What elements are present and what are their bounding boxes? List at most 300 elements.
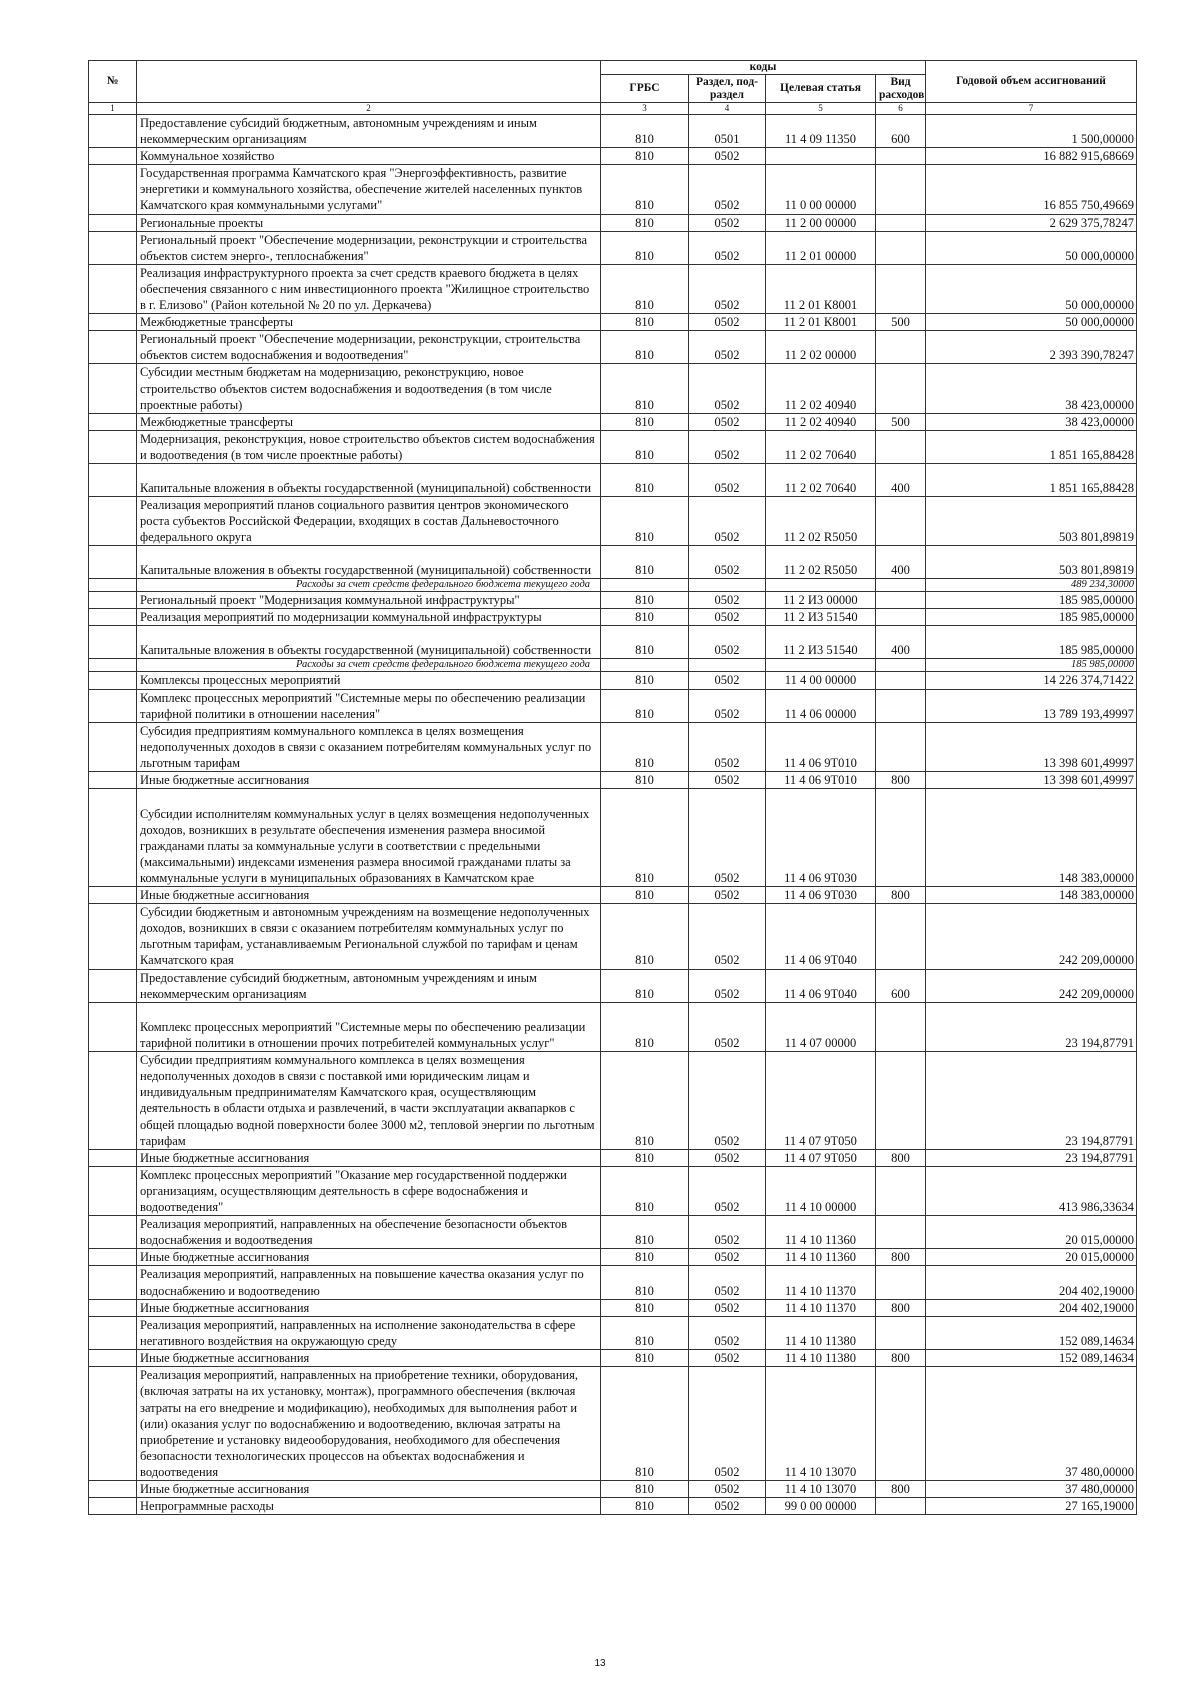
cell-grbs: 810 bbox=[601, 1299, 689, 1316]
column-number: 5 bbox=[766, 103, 876, 115]
cell-name: Комплекс процессных мероприятий "Системные меры по обеспечению реализации тарифной политики в отношении населения" bbox=[137, 689, 601, 722]
table-row bbox=[89, 430, 1137, 463]
cell-amount: 1 500,00000 bbox=[926, 115, 1137, 148]
cell-grbs: 810 bbox=[601, 1316, 689, 1349]
cell-tsel: 99 0 00 00000 bbox=[766, 1498, 876, 1515]
header-volume: Годовой объем ассигнований bbox=[926, 61, 1137, 103]
cell-no bbox=[89, 430, 137, 463]
cell-grbs: 810 bbox=[601, 264, 689, 313]
cell-grbs: 810 bbox=[601, 626, 689, 659]
cell-no bbox=[89, 969, 137, 1002]
header-razdel: Раздел, под-раздел bbox=[689, 75, 766, 103]
table-row bbox=[89, 413, 1137, 430]
cell-tsel: 11 4 10 11370 bbox=[766, 1266, 876, 1299]
cell-name: Непрограммные расходы bbox=[137, 1498, 601, 1515]
cell-no bbox=[89, 496, 137, 545]
cell-amount: 13 398 601,49997 bbox=[926, 772, 1137, 789]
cell-tsel: 11 4 07 9Т050 bbox=[766, 1149, 876, 1166]
cell-tsel: 11 2 00 00000 bbox=[766, 214, 876, 231]
table-row bbox=[89, 722, 1137, 771]
cell-tsel: 11 4 06 9Т040 bbox=[766, 969, 876, 1002]
cell-grbs: 810 bbox=[601, 1166, 689, 1215]
cell-name: Капитальные вложения в объекты государственной (муниципальной) собственности bbox=[137, 463, 601, 496]
cell-name: Субсидии местным бюджетам на модернизацию, реконструкцию, новое строительство объектов систем водоснабжения и водоотведения (в том числе проектные работы) bbox=[137, 364, 601, 413]
cell-tsel: 11 2 02 40940 bbox=[766, 413, 876, 430]
cell-name: Иные бюджетные ассигнования bbox=[137, 1249, 601, 1266]
cell-tsel: 11 2 И3 51540 bbox=[766, 609, 876, 626]
cell-amount: 1 851 165,88428 bbox=[926, 463, 1137, 496]
cell-vid bbox=[876, 165, 926, 214]
cell-amount: 148 383,00000 bbox=[926, 789, 1137, 887]
cell-vid bbox=[876, 1002, 926, 1051]
cell-no bbox=[89, 1149, 137, 1166]
cell-amount: 204 402,19000 bbox=[926, 1266, 1137, 1299]
cell-no bbox=[89, 772, 137, 789]
header-codes: коды bbox=[601, 61, 926, 75]
cell-grbs: 810 bbox=[601, 904, 689, 969]
cell-amount: 2 629 375,78247 bbox=[926, 214, 1137, 231]
cell-grbs: 810 bbox=[601, 887, 689, 904]
cell-no bbox=[89, 626, 137, 659]
cell-name: Реализация мероприятий, направленных на обеспечение безопасности объектов водоснабжения и водоотведения bbox=[137, 1216, 601, 1249]
cell-vid bbox=[876, 1266, 926, 1299]
cell-razdel: 0502 bbox=[689, 231, 766, 264]
cell-grbs: 810 bbox=[601, 148, 689, 165]
cell-grbs bbox=[601, 659, 689, 672]
cell-grbs: 810 bbox=[601, 1349, 689, 1366]
cell-grbs: 810 bbox=[601, 165, 689, 214]
cell-amount: 185 985,00000 bbox=[926, 626, 1137, 659]
cell-vid: 500 bbox=[876, 413, 926, 430]
cell-grbs: 810 bbox=[601, 592, 689, 609]
cell-razdel: 0502 bbox=[689, 546, 766, 579]
cell-razdel: 0502 bbox=[689, 1051, 766, 1149]
cell-grbs: 810 bbox=[601, 672, 689, 689]
cell-vid bbox=[876, 689, 926, 722]
cell-tsel: 11 4 10 13070 bbox=[766, 1366, 876, 1480]
cell-vid: 800 bbox=[876, 1480, 926, 1497]
cell-razdel: 0502 bbox=[689, 722, 766, 771]
cell-vid: 800 bbox=[876, 1349, 926, 1366]
cell-no bbox=[89, 887, 137, 904]
cell-no bbox=[89, 592, 137, 609]
table-row bbox=[89, 1316, 1137, 1349]
cell-razdel: 0502 bbox=[689, 1149, 766, 1166]
table-row bbox=[89, 1002, 1137, 1051]
budget-table-container bbox=[88, 60, 1136, 1515]
table-row bbox=[89, 772, 1137, 789]
table-row bbox=[89, 264, 1137, 313]
cell-amount: 2 393 390,78247 bbox=[926, 331, 1137, 364]
cell-razdel bbox=[689, 659, 766, 672]
cell-grbs: 810 bbox=[601, 1216, 689, 1249]
cell-no bbox=[89, 463, 137, 496]
cell-amount: 23 194,87791 bbox=[926, 1149, 1137, 1166]
cell-razdel: 0502 bbox=[689, 331, 766, 364]
cell-amount: 23 194,87791 bbox=[926, 1051, 1137, 1149]
cell-amount: 185 985,00000 bbox=[926, 592, 1137, 609]
table-row bbox=[89, 496, 1137, 545]
table-row bbox=[89, 1299, 1137, 1316]
cell-vid bbox=[876, 1051, 926, 1149]
cell-amount: 20 015,00000 bbox=[926, 1249, 1137, 1266]
cell-no bbox=[89, 1316, 137, 1349]
cell-grbs: 810 bbox=[601, 1249, 689, 1266]
cell-no bbox=[89, 1051, 137, 1149]
cell-name: Капитальные вложения в объекты государственной (муниципальной) собственности bbox=[137, 626, 601, 659]
cell-tsel: 11 2 02 00000 bbox=[766, 331, 876, 364]
cell-vid bbox=[876, 1498, 926, 1515]
column-number: 3 bbox=[601, 103, 689, 115]
cell-grbs: 810 bbox=[601, 463, 689, 496]
cell-tsel: 11 4 06 9Т040 bbox=[766, 904, 876, 969]
cell-no bbox=[89, 1366, 137, 1480]
cell-tsel: 11 4 06 9Т010 bbox=[766, 722, 876, 771]
cell-no bbox=[89, 1349, 137, 1366]
cell-no bbox=[89, 231, 137, 264]
cell-tsel: 11 4 06 9Т010 bbox=[766, 772, 876, 789]
cell-razdel bbox=[689, 579, 766, 592]
cell-razdel: 0502 bbox=[689, 1316, 766, 1349]
table-row bbox=[89, 626, 1137, 659]
cell-amount: 37 480,00000 bbox=[926, 1366, 1137, 1480]
cell-name: Комплекс процессных мероприятий "Системные меры по обеспечению реализации тарифной политики в отношении прочих потребителей коммунальных услуг" bbox=[137, 1002, 601, 1051]
cell-razdel: 0502 bbox=[689, 626, 766, 659]
cell-grbs: 810 bbox=[601, 1149, 689, 1166]
cell-no bbox=[89, 1266, 137, 1299]
cell-no bbox=[89, 264, 137, 313]
cell-amount: 20 015,00000 bbox=[926, 1216, 1137, 1249]
cell-amount: 50 000,00000 bbox=[926, 231, 1137, 264]
cell-name: Комплекс процессных мероприятий "Оказание мер государственной поддержки организациям, осуществляющим деятельность в сфере водоснабжения и водоотведения" bbox=[137, 1166, 601, 1215]
cell-name: Комплексы процессных мероприятий bbox=[137, 672, 601, 689]
cell-name: Реализация инфраструктурного проекта за счет средств краевого бюджета в целях обеспечения связанного с ним инвестиционного проекта "Жилищное строительство в г. Елизово" (Район котельной № 20 по ул. Деркачева) bbox=[137, 264, 601, 313]
cell-tsel: 11 2 И3 00000 bbox=[766, 592, 876, 609]
cell-amount: 23 194,87791 bbox=[926, 1002, 1137, 1051]
cell-amount: 16 882 915,68669 bbox=[926, 148, 1137, 165]
cell-no bbox=[89, 115, 137, 148]
cell-no bbox=[89, 165, 137, 214]
cell-name: Иные бюджетные ассигнования bbox=[137, 1480, 601, 1497]
cell-no bbox=[89, 331, 137, 364]
cell-amount: 152 089,14634 bbox=[926, 1349, 1137, 1366]
table-body bbox=[89, 115, 1137, 1515]
cell-amount: 242 209,00000 bbox=[926, 969, 1137, 1002]
cell-vid bbox=[876, 364, 926, 413]
cell-name: Реализация мероприятий, направленных на приобретение техники, оборудования, (включая затраты на их установку, монтаж), программного обеспечения (включая затраты на его внедрение и модификацию), необходимых для выполнения работ и (или) оказания услуг по водоснабжению и водоотведению, включая затраты на приобретение и установку видеооборудования, необходимого для обеспечения безопасности технологических процессов на объектах водоснабжения и водоотведения bbox=[137, 1366, 601, 1480]
cell-razdel: 0502 bbox=[689, 772, 766, 789]
header-tsel: Целевая статья bbox=[766, 75, 876, 103]
cell-razdel: 0502 bbox=[689, 1299, 766, 1316]
table-row bbox=[89, 115, 1137, 148]
cell-grbs: 810 bbox=[601, 1366, 689, 1480]
cell-tsel: 11 4 10 11380 bbox=[766, 1316, 876, 1349]
header-vid: Вид расходов bbox=[876, 75, 926, 103]
table-row bbox=[89, 1216, 1137, 1249]
cell-no bbox=[89, 609, 137, 626]
cell-vid: 400 bbox=[876, 626, 926, 659]
table-row bbox=[89, 546, 1137, 579]
cell-name: Иные бюджетные ассигнования bbox=[137, 1299, 601, 1316]
budget-table bbox=[88, 60, 1137, 1515]
cell-tsel bbox=[766, 579, 876, 592]
cell-grbs: 810 bbox=[601, 314, 689, 331]
cell-tsel: 11 2 01 К8001 bbox=[766, 314, 876, 331]
cell-razdel: 0502 bbox=[689, 165, 766, 214]
cell-name: Иные бюджетные ассигнования bbox=[137, 772, 601, 789]
cell-tsel: 11 4 07 9Т050 bbox=[766, 1051, 876, 1149]
cell-razdel: 0502 bbox=[689, 413, 766, 430]
column-number: 4 bbox=[689, 103, 766, 115]
cell-no bbox=[89, 1166, 137, 1215]
table-row bbox=[89, 609, 1137, 626]
cell-tsel: 11 2 01 К8001 bbox=[766, 264, 876, 313]
cell-name: Региональный проект "Обеспечение модернизации, реконструкции, строительства объектов систем водоснабжения и водоотведения" bbox=[137, 331, 601, 364]
cell-no bbox=[89, 546, 137, 579]
cell-no bbox=[89, 722, 137, 771]
cell-amount: 27 165,19000 bbox=[926, 1498, 1137, 1515]
cell-razdel: 0502 bbox=[689, 1002, 766, 1051]
column-number: 6 bbox=[876, 103, 926, 115]
cell-grbs: 810 bbox=[601, 1266, 689, 1299]
cell-amount: 185 985,00000 bbox=[926, 609, 1137, 626]
cell-tsel: 11 2 02 40940 bbox=[766, 364, 876, 413]
cell-amount: 37 480,00000 bbox=[926, 1480, 1137, 1497]
cell-amount: 14 226 374,71422 bbox=[926, 672, 1137, 689]
cell-vid: 800 bbox=[876, 1149, 926, 1166]
cell-razdel: 0502 bbox=[689, 789, 766, 887]
cell-vid bbox=[876, 609, 926, 626]
cell-tsel: 11 2 02 R5050 bbox=[766, 496, 876, 545]
federal-budget-row bbox=[89, 579, 1137, 592]
table-row bbox=[89, 1166, 1137, 1215]
table-row bbox=[89, 904, 1137, 969]
cell-name: Субсидии бюджетным и автономным учреждениям на возмещение недополученных доходов, возникших в связи с оказанием потребителям коммунальных услуг по льготным тарифам, устанавливаемым Региональной службой по тарифам и ценам Камчатского края bbox=[137, 904, 601, 969]
cell-no bbox=[89, 314, 137, 331]
cell-tsel: 11 2 02 R5050 bbox=[766, 546, 876, 579]
cell-vid: 800 bbox=[876, 1299, 926, 1316]
column-number: 1 bbox=[89, 103, 137, 115]
cell-grbs: 810 bbox=[601, 1480, 689, 1497]
cell-no bbox=[89, 1480, 137, 1497]
cell-name: Модернизация, реконструкция, новое строительство объектов систем водоснабжения и водоотведения (в том числе проектные работы) bbox=[137, 430, 601, 463]
table-row bbox=[89, 1480, 1137, 1497]
cell-grbs: 810 bbox=[601, 364, 689, 413]
cell-no bbox=[89, 579, 137, 592]
cell-vid: 800 bbox=[876, 887, 926, 904]
cell-vid: 600 bbox=[876, 115, 926, 148]
cell-grbs: 810 bbox=[601, 430, 689, 463]
cell-no bbox=[89, 214, 137, 231]
cell-name: Субсидия предприятиям коммунального комплекса в целях возмещения недополученных доходов в связи с оказанием потребителям коммунальных услуг по льготным тарифам bbox=[137, 722, 601, 771]
cell-razdel: 0502 bbox=[689, 496, 766, 545]
cell-vid bbox=[876, 1366, 926, 1480]
cell-grbs: 810 bbox=[601, 789, 689, 887]
cell-grbs: 810 bbox=[601, 609, 689, 626]
cell-name: Предоставление субсидий бюджетным, автономным учреждениям и иным некоммерческим организациям bbox=[137, 115, 601, 148]
cell-tsel: 11 4 07 00000 bbox=[766, 1002, 876, 1051]
cell-name: Межбюджетные трансферты bbox=[137, 314, 601, 331]
header-grbs: ГРБС bbox=[601, 75, 689, 103]
cell-vid bbox=[876, 148, 926, 165]
column-number: 2 bbox=[137, 103, 601, 115]
cell-tsel: 11 2 И3 51540 bbox=[766, 626, 876, 659]
cell-razdel: 0502 bbox=[689, 592, 766, 609]
cell-tsel: 11 4 06 9Т030 bbox=[766, 789, 876, 887]
cell-tsel: 11 4 09 11350 bbox=[766, 115, 876, 148]
cell-no bbox=[89, 789, 137, 887]
cell-vid bbox=[876, 496, 926, 545]
cell-grbs: 810 bbox=[601, 689, 689, 722]
cell-tsel: 11 2 01 00000 bbox=[766, 231, 876, 264]
cell-vid bbox=[876, 672, 926, 689]
cell-name: Субсидии исполнителям коммунальных услуг в целях возмещения недополученных доходов, возникших в результате обеспечения изменения размера вносимой гражданами платы за коммунальные услуги в соответствии с предельными (максимальными) индексами изменения размера вносимой гражданами платы за коммунальные услуги в муниципальных образованиях в Камчатском крае bbox=[137, 789, 601, 887]
cell-no bbox=[89, 1002, 137, 1051]
cell-grbs: 810 bbox=[601, 1498, 689, 1515]
cell-name: Иные бюджетные ассигнования bbox=[137, 1349, 601, 1366]
cell-no bbox=[89, 1299, 137, 1316]
table-row bbox=[89, 1249, 1137, 1266]
cell-name: Региональные проекты bbox=[137, 214, 601, 231]
cell-no bbox=[89, 364, 137, 413]
cell-vid bbox=[876, 659, 926, 672]
table-row bbox=[89, 1498, 1137, 1515]
cell-name: Реализация мероприятий планов социального развития центров экономического роста субъектов Российской Федерации, входящих в состав Дальневосточного федерального округа bbox=[137, 496, 601, 545]
cell-vid bbox=[876, 1316, 926, 1349]
table-row bbox=[89, 789, 1137, 887]
cell-razdel: 0502 bbox=[689, 1266, 766, 1299]
cell-grbs: 810 bbox=[601, 772, 689, 789]
cell-vid bbox=[876, 331, 926, 364]
cell-tsel: 11 4 06 9Т030 bbox=[766, 887, 876, 904]
cell-razdel: 0502 bbox=[689, 264, 766, 313]
cell-vid: 600 bbox=[876, 969, 926, 1002]
cell-vid bbox=[876, 904, 926, 969]
cell-razdel: 0502 bbox=[689, 969, 766, 1002]
table-row bbox=[89, 364, 1137, 413]
cell-vid bbox=[876, 264, 926, 313]
cell-amount: 50 000,00000 bbox=[926, 264, 1137, 313]
cell-vid bbox=[876, 722, 926, 771]
cell-tsel: 11 4 00 00000 bbox=[766, 672, 876, 689]
table-row bbox=[89, 165, 1137, 214]
cell-tsel: 11 4 10 11370 bbox=[766, 1299, 876, 1316]
cell-amount: 13 789 193,49997 bbox=[926, 689, 1137, 722]
cell-grbs: 810 bbox=[601, 231, 689, 264]
cell-no bbox=[89, 904, 137, 969]
cell-tsel: 11 4 10 00000 bbox=[766, 1166, 876, 1215]
cell-vid bbox=[876, 592, 926, 609]
cell-razdel: 0502 bbox=[689, 689, 766, 722]
cell-vid bbox=[876, 214, 926, 231]
table-row bbox=[89, 314, 1137, 331]
table-row bbox=[89, 592, 1137, 609]
cell-name: Субсидии предприятиям коммунального комплекса в целях возмещения недополученных доходов в связи с поставкой ими юридическим лицам и индивидуальным предпринимателям Камчатского края, осуществляющим деятельность в области отдыха и развлечений, в части эксплуатации аквапарков с общей площадью водной поверхности более 3000 м2, тепловой энергии по льготным тарифам bbox=[137, 1051, 601, 1149]
cell-tsel: 11 4 10 11360 bbox=[766, 1249, 876, 1266]
header-no: № bbox=[89, 61, 137, 103]
column-number: 7 bbox=[926, 103, 1137, 115]
cell-amount: 204 402,19000 bbox=[926, 1299, 1137, 1316]
cell-vid: 800 bbox=[876, 1249, 926, 1266]
cell-vid bbox=[876, 579, 926, 592]
cell-no bbox=[89, 659, 137, 672]
cell-grbs: 810 bbox=[601, 331, 689, 364]
cell-razdel: 0502 bbox=[689, 214, 766, 231]
cell-name: Коммунальное хозяйство bbox=[137, 148, 601, 165]
cell-grbs: 810 bbox=[601, 546, 689, 579]
cell-razdel: 0502 bbox=[689, 463, 766, 496]
cell-no bbox=[89, 413, 137, 430]
table-row bbox=[89, 1366, 1137, 1480]
cell-name: Расходы за счет средств федерального бюджета текущего года bbox=[137, 659, 601, 672]
cell-amount: 1 851 165,88428 bbox=[926, 430, 1137, 463]
cell-vid: 500 bbox=[876, 314, 926, 331]
table-row bbox=[89, 148, 1137, 165]
table-row bbox=[89, 1266, 1137, 1299]
page-number: 13 bbox=[594, 1658, 606, 1669]
table-row bbox=[89, 1051, 1137, 1149]
cell-amount: 38 423,00000 bbox=[926, 413, 1137, 430]
cell-grbs: 810 bbox=[601, 722, 689, 771]
cell-vid: 400 bbox=[876, 546, 926, 579]
cell-razdel: 0502 bbox=[689, 1216, 766, 1249]
table-row bbox=[89, 331, 1137, 364]
cell-vid bbox=[876, 1166, 926, 1215]
table-row bbox=[89, 463, 1137, 496]
table-row bbox=[89, 672, 1137, 689]
cell-amount: 38 423,00000 bbox=[926, 364, 1137, 413]
cell-razdel: 0502 bbox=[689, 904, 766, 969]
cell-name: Межбюджетные трансферты bbox=[137, 413, 601, 430]
cell-name: Региональный проект "Модернизация коммунальной инфраструктуры" bbox=[137, 592, 601, 609]
header-name bbox=[137, 61, 601, 103]
cell-grbs: 810 bbox=[601, 413, 689, 430]
cell-tsel: 11 4 10 11360 bbox=[766, 1216, 876, 1249]
cell-razdel: 0502 bbox=[689, 609, 766, 626]
cell-amount: 489 234,30000 bbox=[926, 579, 1137, 592]
cell-amount: 16 855 750,49669 bbox=[926, 165, 1137, 214]
cell-razdel: 0502 bbox=[689, 314, 766, 331]
table-row bbox=[89, 214, 1137, 231]
cell-razdel: 0502 bbox=[689, 1366, 766, 1480]
cell-tsel: 11 4 10 11380 bbox=[766, 1349, 876, 1366]
cell-grbs: 810 bbox=[601, 1051, 689, 1149]
cell-razdel: 0502 bbox=[689, 1349, 766, 1366]
cell-razdel: 0502 bbox=[689, 430, 766, 463]
table-row bbox=[89, 969, 1137, 1002]
cell-grbs: 810 bbox=[601, 214, 689, 231]
cell-amount: 503 801,89819 bbox=[926, 546, 1137, 579]
cell-tsel: 11 2 02 70640 bbox=[766, 430, 876, 463]
cell-grbs: 810 bbox=[601, 1002, 689, 1051]
table-row bbox=[89, 689, 1137, 722]
cell-tsel: 11 4 06 00000 bbox=[766, 689, 876, 722]
cell-vid bbox=[876, 1216, 926, 1249]
cell-razdel: 0502 bbox=[689, 364, 766, 413]
table-row bbox=[89, 1149, 1137, 1166]
cell-no bbox=[89, 672, 137, 689]
cell-razdel: 0502 bbox=[689, 1480, 766, 1497]
cell-razdel: 0502 bbox=[689, 1249, 766, 1266]
cell-tsel: 11 4 10 13070 bbox=[766, 1480, 876, 1497]
cell-tsel bbox=[766, 659, 876, 672]
cell-vid: 800 bbox=[876, 772, 926, 789]
table-row bbox=[89, 1349, 1137, 1366]
federal-budget-row bbox=[89, 659, 1137, 672]
cell-vid bbox=[876, 430, 926, 463]
cell-no bbox=[89, 1249, 137, 1266]
cell-razdel: 0502 bbox=[689, 887, 766, 904]
